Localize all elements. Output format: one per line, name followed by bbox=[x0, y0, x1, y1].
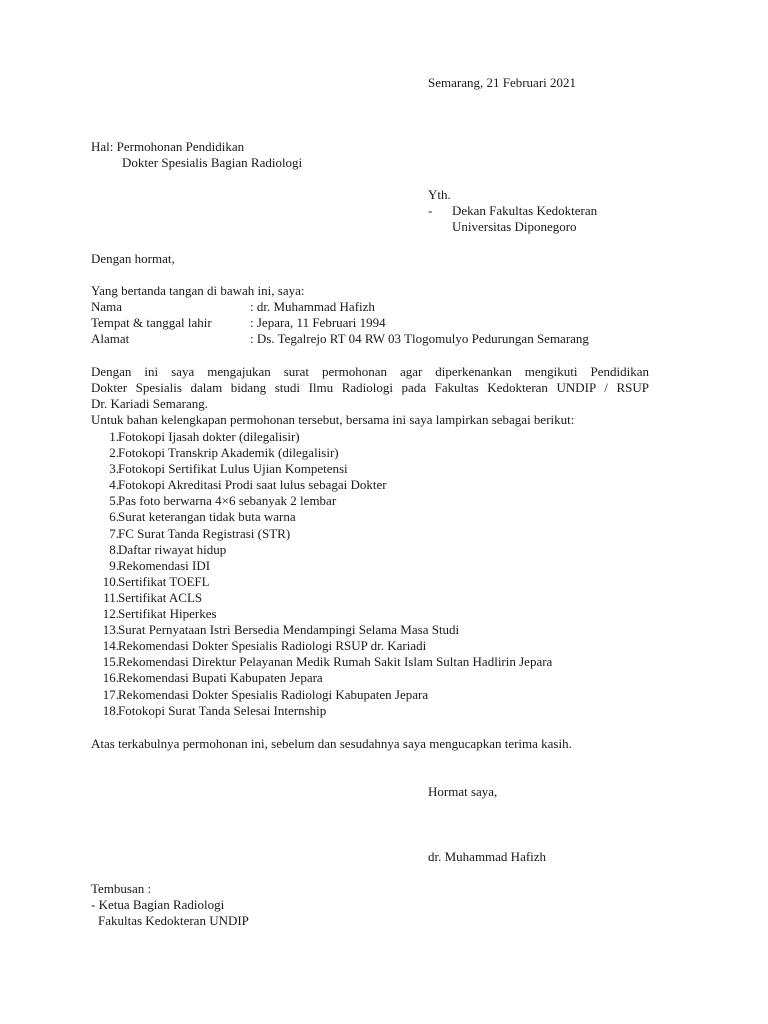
identity-label-name: Nama bbox=[91, 299, 123, 314]
body-line-3: Dr. Kariadi Semarang. bbox=[91, 396, 208, 411]
recipient-yth: Yth. bbox=[428, 187, 451, 202]
body-line-2: Dokter Spesialis dalam bidang studi Ilmu Radiologi pada Fakultas Kedokteran UNDIP / RSUP bbox=[91, 380, 649, 395]
subject-line-2: Dokter Spesialis Bagian Radiologi bbox=[122, 155, 303, 170]
identity-label-birth: Tempat & tanggal lahir bbox=[91, 315, 212, 330]
cc-line-2: Fakultas Kedokteran UNDIP bbox=[98, 913, 249, 928]
identity-value-address: : Ds. Tegalrejo RT 04 RW 03 Tlogomulyo Pedurungan Semarang bbox=[250, 331, 589, 346]
greeting: Dengan hormat, bbox=[91, 251, 175, 266]
identity-label-address: Alamat bbox=[91, 331, 130, 346]
body-paragraph bbox=[91, 364, 649, 412]
attachments-intro: Untuk bahan kelengkapan permohonan tersebut, bersama ini saya lampirkan sebagai berikut: bbox=[91, 412, 575, 427]
recipient-dash: - bbox=[428, 203, 433, 218]
identity-value-birth: : Jepara, 11 Februari 1994 bbox=[250, 315, 386, 330]
subject-line-1: Hal: Permohonan Pendidikan bbox=[91, 139, 245, 154]
intro-line: Yang bertanda tangan di bawah ini, saya: bbox=[91, 283, 305, 298]
date-line: Semarang, 21 Februari 2021 bbox=[428, 75, 577, 90]
signoff: Hormat saya, bbox=[428, 784, 498, 799]
closing-paragraph: Atas terkabulnya permohonan ini, sebelum dan sesudahnya saya mengucapkan terima kasih. bbox=[91, 736, 572, 751]
recipient-line-2: Universitas Diponegoro bbox=[452, 219, 577, 234]
recipient-line-1: Dekan Fakultas Kedokteran bbox=[452, 203, 598, 218]
cc-title: Tembusan : bbox=[91, 881, 152, 896]
signer-name: dr. Muhammad Hafizh bbox=[428, 849, 547, 864]
cc-line-1: - Ketua Bagian Radiologi bbox=[91, 897, 225, 912]
letter-page: Semarang, 21 Februari 2021 Hal: Permohonan Pendidikan Dokter Spesialis Bagian Radiologi Yth. - Dekan Fakultas Kedokteran Universitas Diponegoro Dengan hormat, Yang bertanda tangan di bawah ini, saya: Nama : dr. Muhammad Hafizh Tempat & tanggal lahir : Jepara, 11 Februari 1994 Alamat : Ds. Tegalrejo RT 04 RW 03 Tlogomulyo Pedurungan Semarang Dengan ini saya mengajukan surat permohonan agar diperkenankan mengikuti Pendidikan Dokter Spesialis dalam bidang studi Ilmu Radiologi pada Fakultas Kedokteran UNDIP / RSUP Dr. Kariadi Semarang. Untuk bahan kelengkapan permohonan tersebut, bersama ini saya lampirkan sebagai berikut: 1. Fotokopi Ijasah dokter (dilegalisir) 2. Fotokopi Transkrip Akademik (dilegalisir) 3. Fotokopi Sertifikat Lulus Ujian Kompetensi 4. Fotokopi Akreditasi Prodi saat lulus sebagai Dokter 5. Pas foto berwarna 4×6 sebanyak 2 lembar 6. Surat keterangan tidak buta warna 7. FC Surat Tanda Registrasi (STR) 8. Daftar riwayat hidup 9. Rekomendasi IDI 10. Sertifikat TOEFL 11. Sertifikat ACLS 12. Sertifikat Hiperkes 13. Surat Pernyataan Istri Bersedia Mendampingi Selama Masa Studi 14. Rekomendasi Dokter Spesialis Radiologi RSUP dr. Kariadi 15. Rekomendasi Direktur Pelayanan Medik Rumah Sakit Islam Sultan Hadlirin Jepara 16. Rekomendasi Bupati Kabupaten Jepara 17. Rekomendasi Dokter Spesialis Radiologi Kabupaten Jepara 18. Fotokopi Surat Tanda Selesai Internship Atas terkabulnya permohonan ini, sebelum dan sesudahnya saya mengucapkan terima kasih. Hormat saya, dr. Muhammad Hafizh Tembusan : - Ketua Bagian Radiologi Fakultas Kedokteran UNDIP bbox=[0, 0, 768, 1024]
body-line-1: Dengan ini saya mengajukan surat permohonan agar diperkenankan mengikuti Pendidikan bbox=[91, 364, 649, 379]
identity-value-name: : dr. Muhammad Hafizh bbox=[250, 299, 375, 314]
